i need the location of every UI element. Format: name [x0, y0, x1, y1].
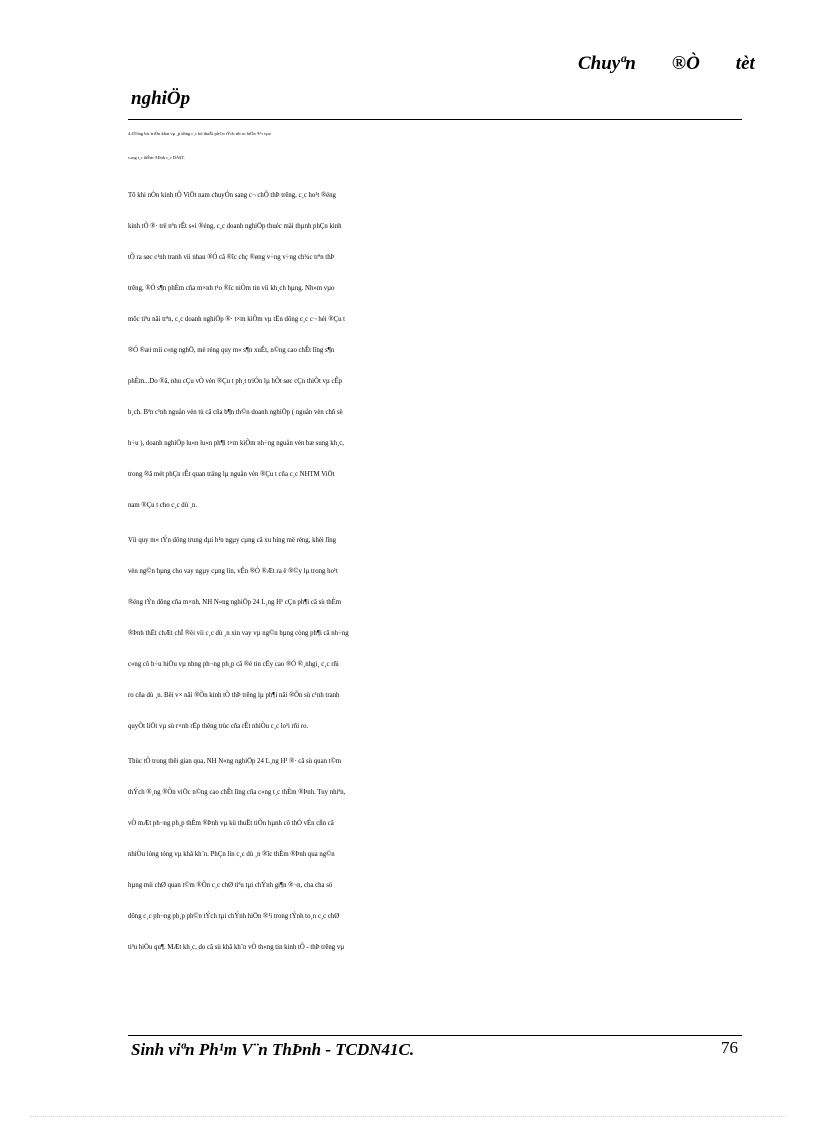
- footer-author: Sinh viªn Ph¹m V¨n ThÞnh - TCDN41C.: [131, 1040, 415, 1059]
- running-header-continuation: nghiÖp: [131, 88, 191, 109]
- paragraph-2: [128, 525, 750, 742]
- text-line: nhiÒu lóng tóng vµ khã kh¨n. PhÇn lín c¸c dù ¸n ®îc thÈm ®Þnh qua ng©n: [128, 851, 335, 858]
- text-line: thÝch ®¸ng ®Õn viÖc n©ng cao chÊt lîng cña c«ng t¸c thÈm ®Þnh. Tuy nhiªn,: [128, 789, 346, 796]
- text-line: dông c¸c ph¬ng ph¸p ph©n tÝch tµi chÝnh hiÖn ®¹i trong tÝnh to¸n c¸c chØ: [128, 913, 340, 920]
- header-word: tèt: [735, 53, 755, 74]
- text-line: b¸ch. Bªn c¹nh nguån vèn tù cã cña b¶n th©n doanh nghiÖp ( nguån vèn chñ së: [128, 409, 343, 416]
- footer-divider: [128, 1035, 742, 1036]
- text-line: trêng, ®Ó s¶n phÈm cña m×nh t¹o ®îc niÒm tin víi kh¸ch hµng. Nh»m vµo: [128, 285, 335, 292]
- text-line: Tõ khi nÒn kinh tÕ ViÖt nam chuyÓn sang c¬ chÕ thÞ trêng, c¸c ho¹t ®éng: [128, 192, 336, 199]
- heading-line: c«ng t¸c thÈm ®Þnh c¸c DA§T.: [128, 155, 186, 160]
- text-line: kinh tÕ ®· trë nªn rÊt s«i ®éng, c¸c doanh nghiÖp thuéc mäi thµnh phÇn kinh: [128, 223, 342, 230]
- text-line: c«ng cô h÷u hiÖu vµ nhng ph¬ng ph¸p cã ®é tin cËy cao ®Ó ®¸nhgi¸ c¸c rñi: [128, 661, 339, 668]
- text-line: vÒ mÆt ph¬ng ph¸p thÈm ®Þnh vµ kü thuËt tiÕn hµnh cô thÓ vÉn cßn cã: [128, 820, 334, 827]
- text-line: quyÕt liÖt vµ sù r×nh rËp thêng trùc cña rÊt nhiÒu c¸c lo¹i rñi ro.: [128, 723, 309, 730]
- text-line: nam ®Çu t cho c¸c dù ¸n.: [128, 502, 198, 509]
- text-line: tiªu hiÖu qu¶. MÆt kh¸c, do cã sù khã kh¨n vÒ th«ng tin kinh tÕ - thÞ trêng vµ: [128, 944, 345, 951]
- text-line: vèn ng©n hµng cho vay ngµy cµng lín, vÊn ®Ò ®Æt ra ë ®©y lµ trong ho¹t: [128, 568, 338, 575]
- running-header-title: [578, 53, 755, 75]
- text-line: ®Ó ®æi míi c«ng nghÖ, më réng quy m« s¶n xuÊt, n©ng cao chÊt lîng s¶n: [128, 347, 335, 354]
- text-line: môc tiªu nãi trªn, c¸c doanh nghiÖp ®· t×m kiÕm vµ tËn dông c¸c c¬ héi ®Çu t: [128, 316, 346, 323]
- text-line: ®Þnh thËt chÆt chÏ ®èi víi c¸c dù ¸n xin vay vµ ng©n hµng còng ph¶i cã nh÷ng: [128, 630, 349, 637]
- text-line: ®éng tÝn dông cña m×nh, NH N«ng nghiÖp 24 L¸ng H¹ cÇn ph¶i cã sù thÈm: [128, 599, 342, 606]
- page-body: [128, 122, 750, 963]
- text-line: trong ®ã mét phÇn rÊt quan träng lµ nguån vèn ®Çu t cña c¸c NHTM ViÖt: [128, 471, 335, 478]
- header-word: Chuyªn: [578, 53, 636, 74]
- heading-line: 4.4Tổng bíc triÓn khai vµ ¸p dông c¸c kü thuËt ph©n tÝch rñi ro hiÖn ®¹i vµo: [128, 131, 271, 136]
- text-line: h÷u ), doanh nghiÖp lu«n lu«n ph¶i t×m kiÕm nh÷ng nguån vèn bæ sung kh¸c,: [128, 440, 345, 447]
- page-number: 76: [721, 1038, 738, 1057]
- text-line: phÈm...Do ®ã, nhu cÇu vÒ vèn ®Çu t ph¸t triÓn lµ hÕt søc cÇn thiÕt vµ cÊp: [128, 378, 343, 385]
- text-line: Thùc tÕ trong thêi gian qua, NH N«ng nghiÖp 24 L¸ng H¹ ®· cã sù quan t©m: [128, 758, 342, 765]
- paragraph-1: [128, 180, 750, 521]
- text-line: tÕ ra søc c¹nh tranh víi nhau ®Ó cã ®îc chç ®øng v÷ng v÷ng ch¾c trªn thÞ: [128, 254, 335, 261]
- header-word: ®Ò: [671, 53, 700, 74]
- section-heading: [128, 122, 750, 170]
- text-line: ro cña dù ¸n. Bëi v× nãi ®Õn kinh tÕ thÞ trêng lµ ph¶i nãi ®Õn sù c¹nh tranh: [128, 692, 340, 699]
- text-line: Víi quy m« tÝn dông trung dµi h¹n ngµy cµng cã xu híng më réng, khèi lîng: [128, 537, 337, 544]
- text-line: hµng míi chØ quan t©m ®Õn c¸c chØ tiªu tµi chÝnh gi¶n ®¬n, cha cha sö: [128, 882, 333, 889]
- page-edge-dotted-line: [30, 1116, 786, 1117]
- paragraph-3: [128, 746, 750, 963]
- header-divider: [128, 119, 742, 120]
